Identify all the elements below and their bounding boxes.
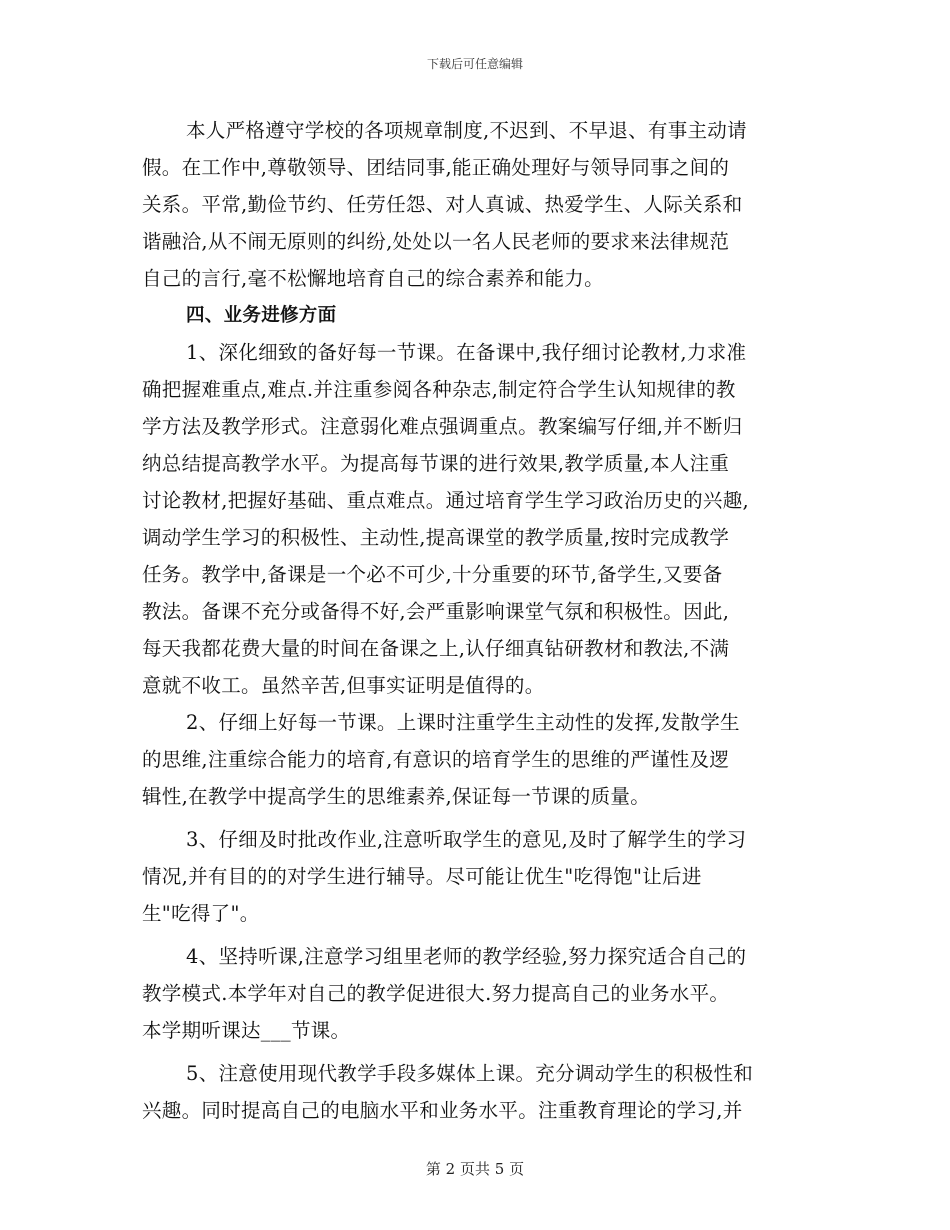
page-header: 下载后可任意编辑 [426, 57, 523, 71]
page-footer: 第 2 页共 5 页 [425, 1160, 525, 1178]
paragraph-line: 情况,并有目的的对学生进行辅导。尽可能让优生"吃得饱"让后进 [142, 865, 702, 888]
paragraph-line: 2、仔细上好每一节课。上课时注重学生主动性的发挥,发散学生 [186, 711, 740, 734]
paragraph-line: 每天我都花费大量的时间在备课之上,认仔细真钻研教材和教法,不满 [142, 637, 730, 660]
paragraph-line: 学方法及教学形式。注意弱化难点强调重点。教案编写仔细,并不断归 [142, 415, 743, 438]
paragraph-line: 的思维,注重综合能力的培育,有意识的培育学生的思维的严谨性及逻 [142, 748, 730, 771]
paragraph-line: 调动学生学习的积极性、主动性,提高课堂的教学质量,按时完成教学 [142, 526, 730, 549]
paragraph-line: 4、坚持听课,注意学习组里老师的教学经验,努力探究适合自己的 [186, 945, 747, 968]
paragraph-line: 任务。教学中,备课是一个必不可少,十分重要的环节,备学生,又要备 [142, 563, 723, 586]
paragraph-line: 谐融洽,从不闹无原则的纠纷,处处以一名人民老师的要求来法律规范 [142, 230, 730, 253]
paragraph-line: 教学模式.本学年对自己的教学促进很大.努力提高自己的业务水平。 [142, 982, 730, 1005]
paragraph-line: 假。在工作中,尊敬领导、团结同事,能正确处理好与领导同事之间的 [142, 156, 730, 179]
paragraph-line: 确把握难重点,难点.并注重参阅各种杂志,制定符合学生认知规律的教 [142, 378, 736, 401]
paragraph-line: 生"吃得了"。 [142, 902, 260, 925]
paragraph-line: 讨论教材,把握好基础、重点难点。通过培育学生学习政治历史的兴趣, [142, 489, 749, 512]
paragraph-line: 教法。备课不充分或备得不好,会严重影响课堂气氛和积极性。因此, [142, 600, 730, 623]
body-text [142, 112, 812, 1129]
paragraph-line: 本学期听课达___节课。 [142, 1019, 351, 1042]
paragraph-line: 兴趣。同时提高自己的电脑水平和业务水平。注重教育理论的学习,并 [142, 1099, 743, 1122]
paragraph-line: 1、深化细致的备好每一节课。在备课中,我仔细讨论教材,力求准 [186, 341, 747, 364]
paragraph-line: 辑性,在教学中提高学生的思维素养,保证每一节课的质量。 [142, 785, 650, 808]
paragraph-line: 本人严格遵守学校的各项规章制度,不迟到、不早退、有事主动请 [186, 119, 747, 142]
section-heading: 四、业务进修方面 [186, 305, 337, 326]
paragraph-line: 3、仔细及时批改作业,注意听取学生的意见,及时了解学生的学习 [186, 828, 747, 851]
paragraph-line: 5、注意使用现代教学手段多媒体上课。充分调动学生的积极性和 [186, 1062, 754, 1085]
paragraph-line: 关系。平常,勤俭节约、任劳任怨、对人真诚、热爱学生、人际关系和 [142, 193, 743, 216]
paragraph-line: 自己的言行,毫不松懈地培育自己的综合素养和能力。 [142, 267, 604, 290]
paragraph-line: 纳总结提高教学水平。为提高每节课的进行效果,教学质量,本人注重 [142, 452, 730, 475]
paragraph-line: 意就不收工。虽然辛苦,但事实证明是值得的。 [142, 674, 545, 697]
